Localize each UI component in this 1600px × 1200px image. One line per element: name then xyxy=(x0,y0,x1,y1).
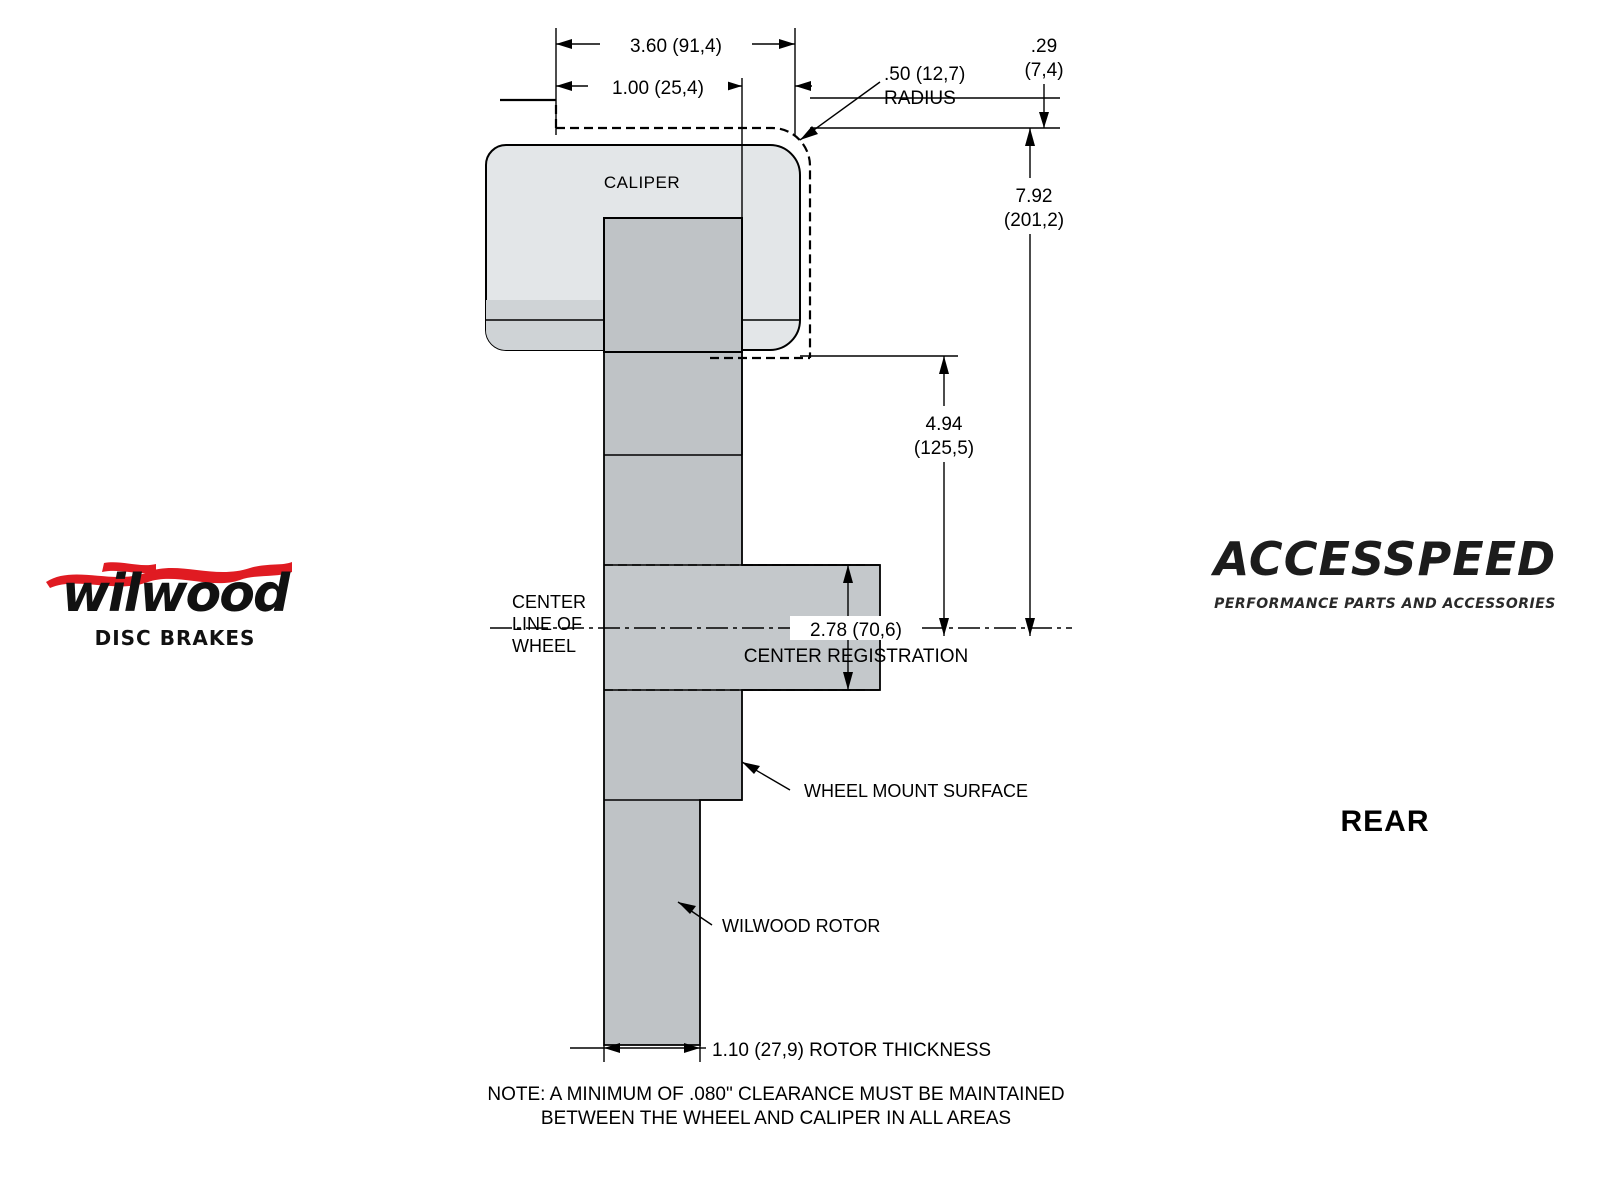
wilwood-subtitle: DISC BRAKES xyxy=(94,626,256,650)
center-registration-label: CENTER REGISTRATION xyxy=(743,646,969,667)
caliper-label: CALIPER xyxy=(603,173,681,192)
leader-wheel-mount-surface xyxy=(742,762,1028,801)
dimension-overall-height xyxy=(992,128,1078,636)
position-label: REAR xyxy=(1340,805,1430,838)
dimension-center-registration-text: 2.78 (70,6) xyxy=(810,620,902,641)
rotor-through-caliper xyxy=(604,218,742,352)
leader-wilwood-rotor xyxy=(678,902,880,936)
radius-label: RADIUS xyxy=(884,88,956,109)
dimension-caliper-offset-text: 1.00 (25,4) xyxy=(612,78,704,99)
clearance-note-line2: BETWEEN THE WHEEL AND CALIPER IN ALL AREAS xyxy=(540,1108,1012,1129)
clearance-note-line1: NOTE: A MINIMUM OF .080" CLEARANCE MUST BE MAINTAINED xyxy=(487,1084,1065,1105)
dimension-rotor-thickness-text: 1.10 (27,9) ROTOR THICKNESS xyxy=(712,1040,992,1061)
dimension-overall-height-text: 7.92 xyxy=(1015,186,1053,207)
wilwood-rotor-label: WILWOOD ROTOR xyxy=(722,916,881,936)
dimension-top-clearance-metric-text: (7,4) xyxy=(1024,60,1064,81)
dimension-caliper-height-text: 4.94 xyxy=(925,414,963,435)
wilwood-wordmark: wilwood xyxy=(61,564,289,624)
accesspeed-wordmark: ACCESSPEED xyxy=(1213,532,1557,586)
dimension-corner-radius-text: .50 (12,7) xyxy=(884,64,966,85)
centerline-label-line1: CENTER xyxy=(512,592,587,612)
dimension-overall-height-metric-text: (201,2) xyxy=(1003,210,1065,231)
centerline-label-line3: WHEEL xyxy=(512,636,577,656)
centerline-label-line2: LINE OF xyxy=(512,614,583,634)
dimension-caliper-height-metric-text: (125,5) xyxy=(913,438,975,459)
clearance-note xyxy=(487,1084,1064,1129)
accesspeed-subtitle: PERFORMANCE PARTS AND ACCESSORIES xyxy=(1214,596,1556,612)
dimension-overall-width-text: 3.60 (91,4) xyxy=(630,36,722,57)
dimension-top-clearance-text: .29 xyxy=(1030,36,1058,57)
wheel-mount-surface-label: WHEEL MOUNT SURFACE xyxy=(804,781,1029,801)
